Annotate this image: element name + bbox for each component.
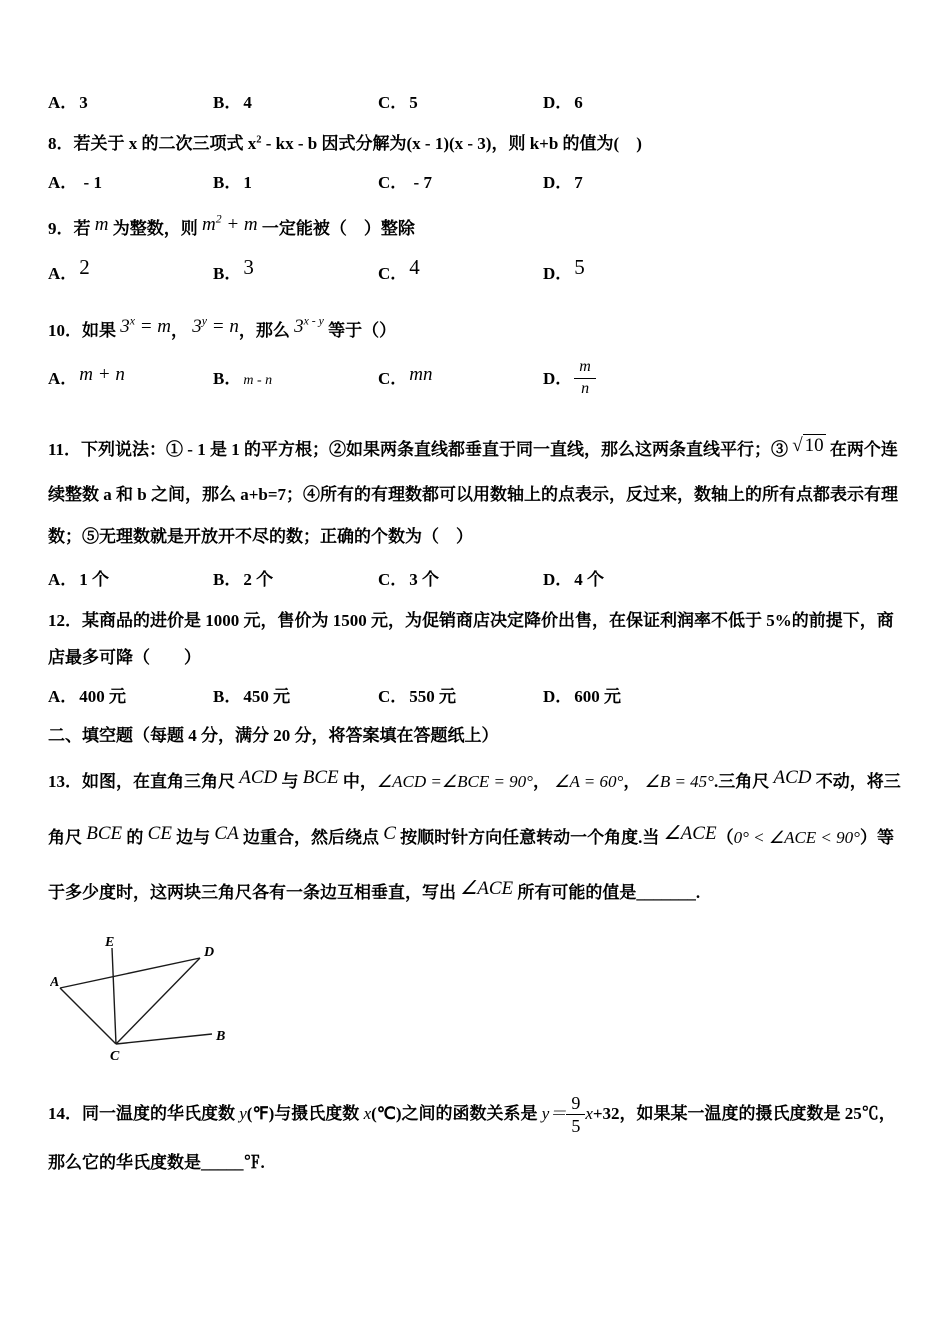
math-m2-plus-m bbox=[202, 214, 258, 235]
q11-text-1: 11．下列说法：① - 1 是 1 的平方根；②如果两条直线都垂直于同一直线，那么这两条直线平行；③ bbox=[48, 440, 793, 460]
q13-figure-container bbox=[50, 936, 902, 1081]
option-label: D． bbox=[543, 263, 573, 283]
math-x: x bbox=[363, 1103, 372, 1123]
superscript: x bbox=[129, 314, 135, 328]
math-y-equals: y＝ bbox=[541, 1103, 567, 1123]
option-label: C． bbox=[378, 173, 408, 193]
q11-text-2: 在两个连续整数 a 和 b 之间，那么 a+b=7；④所有的有理数都可以用数轴上的点表示，反过来，数轴上的所有点都表示有理数；⑤无理数就是开放开不尽的数；正确的个数为（ ） bbox=[48, 440, 899, 547]
option-label: B． bbox=[213, 369, 242, 389]
q13-text-7: 不动，将三角尺 bbox=[48, 772, 901, 847]
math-base: 3 bbox=[294, 315, 304, 337]
superscript: x - y bbox=[303, 314, 324, 328]
segment-AD bbox=[60, 958, 200, 988]
option-value: 3 bbox=[243, 254, 254, 279]
q8-option-b bbox=[213, 168, 378, 193]
math-acd: ACD bbox=[239, 767, 278, 789]
math-base: 3 bbox=[192, 315, 202, 337]
option-label: B． bbox=[213, 569, 242, 589]
option-value: 4 bbox=[409, 254, 420, 279]
math-angle-range: 0° < ∠ACE < 90° bbox=[733, 827, 860, 847]
q12-options-row bbox=[48, 682, 902, 707]
q12-option-d bbox=[543, 682, 902, 707]
q8-options-row bbox=[48, 168, 902, 193]
q11-options-row bbox=[48, 565, 902, 590]
q13-text-6: .三角尺 bbox=[713, 772, 774, 792]
q12-option-c bbox=[378, 682, 543, 707]
option-value: 1 bbox=[243, 173, 252, 193]
option-value: m + n bbox=[79, 364, 125, 386]
sqrt-10-expression bbox=[792, 435, 825, 456]
q13-text-8: 的 bbox=[122, 827, 148, 847]
fraction-numerator: m bbox=[574, 358, 596, 378]
q10-option-c bbox=[378, 364, 543, 390]
q10-option-b bbox=[213, 364, 378, 389]
q10-stem bbox=[48, 307, 902, 355]
q8-option-c bbox=[378, 168, 543, 193]
option-value: 4 个 bbox=[574, 569, 605, 589]
q10-text-2: ， bbox=[171, 320, 193, 340]
q13-text-5: ， bbox=[623, 772, 645, 792]
option-value: 6 bbox=[574, 93, 583, 112]
option-label: C． bbox=[378, 369, 408, 389]
q13-text-11: 按顺时针方向任意转动一个角度.当 bbox=[395, 827, 664, 847]
option-label: D． bbox=[543, 173, 573, 193]
math-base: m bbox=[201, 214, 216, 236]
q9-option-c bbox=[378, 254, 543, 285]
fraction-9-over-5 bbox=[566, 1093, 585, 1137]
q13-text-10: 边重合，然后绕点 bbox=[238, 827, 384, 847]
option-value: - 7 bbox=[409, 173, 432, 193]
math-rest: = n bbox=[207, 315, 239, 337]
q14-text-3: (℃)之间的函数关系是 bbox=[371, 1103, 542, 1123]
segment-AC bbox=[60, 988, 116, 1044]
point-label-D: D bbox=[204, 944, 215, 960]
option-label: A． bbox=[48, 687, 78, 707]
q9-text-3: 一定能被（ ）整除 bbox=[257, 219, 415, 239]
option-label: D． bbox=[543, 569, 573, 589]
radicand: 10 bbox=[804, 435, 824, 457]
q7-option-a bbox=[48, 88, 213, 113]
option-value: 1 个 bbox=[79, 569, 110, 589]
q9-option-d bbox=[543, 254, 902, 285]
option-label: A． bbox=[48, 263, 78, 283]
math-m: m bbox=[94, 214, 109, 236]
q14-text-1: 14．同一温度的华氏度数 bbox=[48, 1103, 240, 1123]
math-angle-a: ∠A = 60° bbox=[554, 772, 624, 792]
math-ce: CE bbox=[147, 822, 172, 844]
option-label: C． bbox=[378, 93, 408, 112]
q7-option-c bbox=[378, 88, 543, 113]
math-angle-b: ∠B = 45° bbox=[644, 772, 714, 792]
superscript: 2 bbox=[256, 134, 262, 146]
option-value: 3 bbox=[79, 93, 88, 112]
option-value: mn bbox=[409, 364, 433, 386]
radical-sign: √ bbox=[792, 435, 803, 457]
fraction-denominator: n bbox=[581, 379, 590, 397]
q13-text-1: 13．如图，在直角三角尺 bbox=[48, 772, 240, 792]
option-label: B． bbox=[213, 687, 242, 707]
point-label-B: B bbox=[216, 1028, 226, 1044]
q13-text-2: 与 bbox=[277, 772, 303, 792]
superscript: 2 bbox=[215, 213, 222, 227]
option-label: A． bbox=[48, 93, 78, 112]
option-label: A． bbox=[48, 369, 78, 389]
math-angle-ace: ∠ACE bbox=[663, 822, 717, 844]
point-label-A: A bbox=[50, 974, 60, 990]
q11-option-d bbox=[543, 565, 902, 590]
fraction-m-over-n bbox=[574, 358, 596, 398]
option-value: m - n bbox=[243, 373, 273, 389]
point-label-C: C bbox=[110, 1048, 120, 1064]
option-label: B． bbox=[213, 93, 242, 112]
option-label: A． bbox=[48, 569, 78, 589]
segment-CE bbox=[112, 948, 116, 1044]
q12-text: 12．某商品的进价是 1000 元，售价为 1500 元，为促销商店决定降价出售，在保证利润率不低于 5%的前提下，商店最多可降（ ） bbox=[48, 610, 894, 668]
q8-text-2: - kx - b 因式分解为(x - 1)(x - 3)，则 k+b 的值为( ) bbox=[261, 134, 642, 153]
q13-text-4: ， bbox=[532, 772, 555, 792]
option-value: - 1 bbox=[79, 173, 102, 193]
q12-option-a bbox=[48, 682, 213, 707]
point-label-E: E bbox=[105, 935, 115, 950]
q10-options-row bbox=[48, 360, 902, 400]
q9-option-b bbox=[213, 254, 378, 285]
q9-option-a bbox=[48, 254, 213, 285]
q9-text-2: 为整数，则 bbox=[108, 219, 202, 239]
q10-text-4: 等于（） bbox=[323, 320, 397, 340]
math-ca: CA bbox=[214, 822, 239, 844]
segment-CD bbox=[116, 958, 200, 1044]
option-value: 4 bbox=[243, 93, 252, 112]
math-3-x-minus-y bbox=[294, 316, 324, 337]
option-label: C． bbox=[378, 687, 408, 707]
math-x-2: x bbox=[585, 1103, 593, 1123]
math-3x-eq-m bbox=[120, 316, 171, 337]
option-label: B． bbox=[213, 263, 242, 283]
q11-option-a bbox=[48, 565, 213, 590]
option-value: 400 元 bbox=[79, 687, 127, 707]
option-value: 2 bbox=[79, 254, 90, 279]
option-value: 450 元 bbox=[243, 687, 291, 707]
math-acd-2: ACD bbox=[773, 767, 812, 789]
option-label: D． bbox=[543, 369, 573, 389]
option-value: 3 个 bbox=[409, 569, 440, 589]
q12-stem bbox=[48, 602, 902, 677]
math-rest: + m bbox=[221, 214, 258, 236]
option-label: D． bbox=[543, 93, 573, 112]
segment-CB bbox=[116, 1034, 212, 1044]
option-value: 5 bbox=[574, 254, 585, 279]
math-base: 3 bbox=[120, 315, 130, 337]
math-3y-eq-n bbox=[192, 316, 239, 337]
q7-option-b bbox=[213, 88, 378, 113]
option-value: 550 元 bbox=[409, 687, 457, 707]
q11-option-b bbox=[213, 565, 378, 590]
q8-option-a bbox=[48, 168, 213, 193]
q13-stem bbox=[48, 754, 902, 919]
q7-option-d bbox=[543, 88, 902, 113]
fraction-denominator: 5 bbox=[571, 1116, 581, 1137]
superscript: y bbox=[201, 314, 208, 328]
q13-text-3: 中， bbox=[338, 772, 377, 792]
q9-options-row bbox=[48, 254, 902, 285]
math-angle-equation: ∠ACD =∠BCE = 90° bbox=[376, 772, 533, 792]
q13-text-12: （ bbox=[716, 827, 734, 847]
q10-text-1: 10．如果 bbox=[48, 320, 121, 340]
q8-option-d bbox=[543, 168, 902, 193]
q8-text-1: 8．若关于 x 的二次三项式 x bbox=[48, 134, 257, 153]
math-c: C bbox=[383, 822, 396, 844]
math-bce: BCE bbox=[302, 767, 339, 789]
math-y: y bbox=[239, 1103, 247, 1123]
q11-stem bbox=[48, 426, 902, 559]
option-label: D． bbox=[543, 687, 573, 707]
q10-option-d bbox=[543, 360, 902, 400]
math-angle-ace-2: ∠ACE bbox=[460, 877, 514, 899]
q9-text-1: 9．若 bbox=[48, 219, 95, 239]
option-label: B． bbox=[213, 173, 242, 193]
q8-stem bbox=[48, 125, 902, 162]
option-value: 7 bbox=[574, 173, 583, 193]
section-2-header: 二、填空题（每题 4 分，满分 20 分，将答案填在答题纸上） bbox=[48, 726, 499, 746]
math-bce-2: BCE bbox=[86, 822, 123, 844]
fraction-numerator: 9 bbox=[566, 1093, 585, 1116]
q14-text-2: (℉)与摄氏度数 bbox=[246, 1103, 364, 1123]
q9-stem bbox=[48, 205, 902, 253]
math-rest: = m bbox=[134, 315, 172, 337]
q14-text-4: +32，如果某一温度的摄氏度数是 25℃，那么它的华氏度数是_____℉. bbox=[48, 1103, 896, 1173]
q13-figure bbox=[50, 936, 270, 1076]
q12-option-b bbox=[213, 682, 378, 707]
option-value: 600 元 bbox=[574, 687, 622, 707]
q13-text-13: ）等于多少度时，这两块三角尺各有一条边互相垂直，写出 bbox=[48, 827, 894, 902]
option-label: C． bbox=[378, 569, 408, 589]
q7-options-row bbox=[48, 88, 902, 113]
q10-text-3: ，那么 bbox=[238, 320, 295, 340]
q13-text-14: 所有可能的值是_______. bbox=[513, 882, 701, 902]
q11-option-c bbox=[378, 565, 543, 590]
q10-option-a bbox=[48, 364, 213, 390]
option-label: C． bbox=[378, 263, 408, 283]
q14-stem bbox=[48, 1089, 902, 1188]
q13-text-9: 边与 bbox=[171, 827, 215, 847]
option-value: 5 bbox=[409, 93, 418, 112]
option-label: A． bbox=[48, 173, 78, 193]
option-value: 2 个 bbox=[243, 569, 274, 589]
